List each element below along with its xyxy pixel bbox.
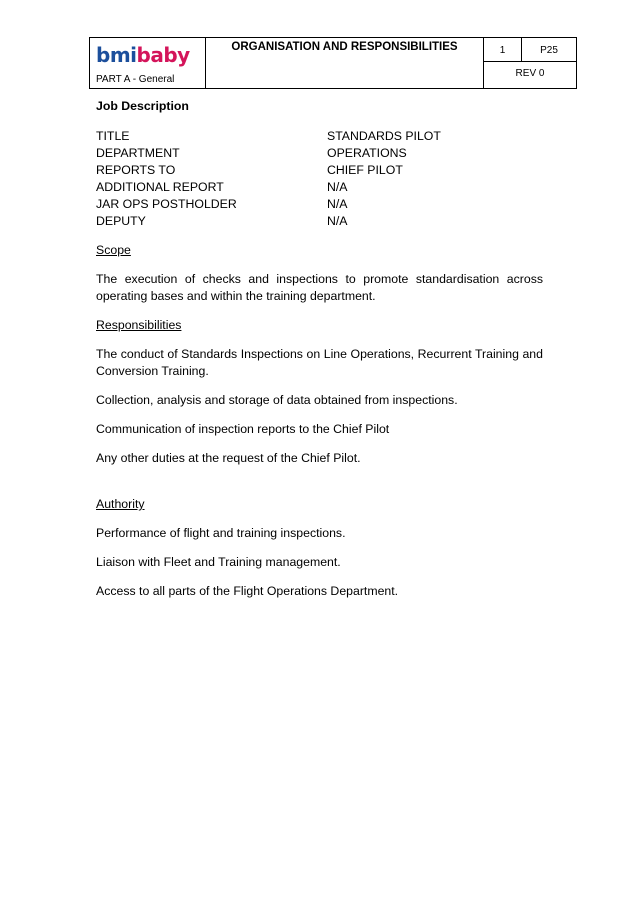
field-label: JAR OPS POSTHOLDER xyxy=(96,197,237,211)
field-label: REPORTS TO xyxy=(96,163,176,177)
field-row-department xyxy=(96,145,543,162)
responsibility-item: Any other duties at the request of the Chief Pilot. xyxy=(96,451,361,465)
page-number: P25 xyxy=(540,45,558,56)
page-number-cell xyxy=(522,38,576,62)
field-value: STANDARDS PILOT xyxy=(327,129,441,143)
responsibilities-heading: Responsibilities xyxy=(96,318,182,332)
scope-paragraph: The execution of checks and inspections to promote standardisation across operating bases and within the training department. xyxy=(96,272,543,303)
part-label: PART A - General xyxy=(96,74,175,85)
job-fields xyxy=(96,128,543,230)
field-label: DEPARTMENT xyxy=(96,146,180,160)
field-label: TITLE xyxy=(96,129,130,143)
section-number-cell xyxy=(484,38,522,62)
document-body xyxy=(96,98,543,600)
field-row-title xyxy=(96,128,543,145)
responsibility-item: Collection, analysis and storage of data obtained from inspections. xyxy=(96,393,458,407)
field-row-jar-ops-postholder xyxy=(96,196,543,213)
field-value: CHIEF PILOT xyxy=(327,163,403,177)
authority-heading: Authority xyxy=(96,497,145,511)
revision-label: REV 0 xyxy=(515,68,545,79)
revision-cell xyxy=(484,62,576,88)
bmibaby-logo xyxy=(96,41,190,71)
field-row-additional-report xyxy=(96,179,543,196)
section-number: 1 xyxy=(499,45,506,56)
field-row-deputy xyxy=(96,213,543,230)
field-row-reports-to xyxy=(96,162,543,179)
title-cell xyxy=(206,38,484,88)
job-description-heading: Job Description xyxy=(96,99,189,113)
responsibility-item: Communication of inspection reports to the Chief Pilot xyxy=(96,422,390,436)
field-label: ADDITIONAL REPORT xyxy=(96,180,224,194)
field-value: N/A xyxy=(327,180,348,194)
scope-heading: Scope xyxy=(96,243,131,257)
responsibility-item: The conduct of Standards Inspections on Line Operations, Recurrent Training and Conversion Training. xyxy=(96,347,543,378)
svg-text:bmibaby: bmibaby xyxy=(96,43,190,67)
document-title: ORGANISATION AND RESPONSIBILITIES xyxy=(231,41,458,53)
field-value: N/A xyxy=(327,214,348,228)
authority-item: Liaison with Fleet and Training management. xyxy=(96,555,341,569)
authority-item: Performance of flight and training inspections. xyxy=(96,526,346,540)
document-header xyxy=(89,37,577,89)
authority-item: Access to all parts of the Flight Operations Department. xyxy=(96,584,399,598)
field-label: DEPUTY xyxy=(96,214,146,228)
field-value: OPERATIONS xyxy=(327,146,407,160)
field-value: N/A xyxy=(327,197,348,211)
logo-cell xyxy=(90,38,206,88)
